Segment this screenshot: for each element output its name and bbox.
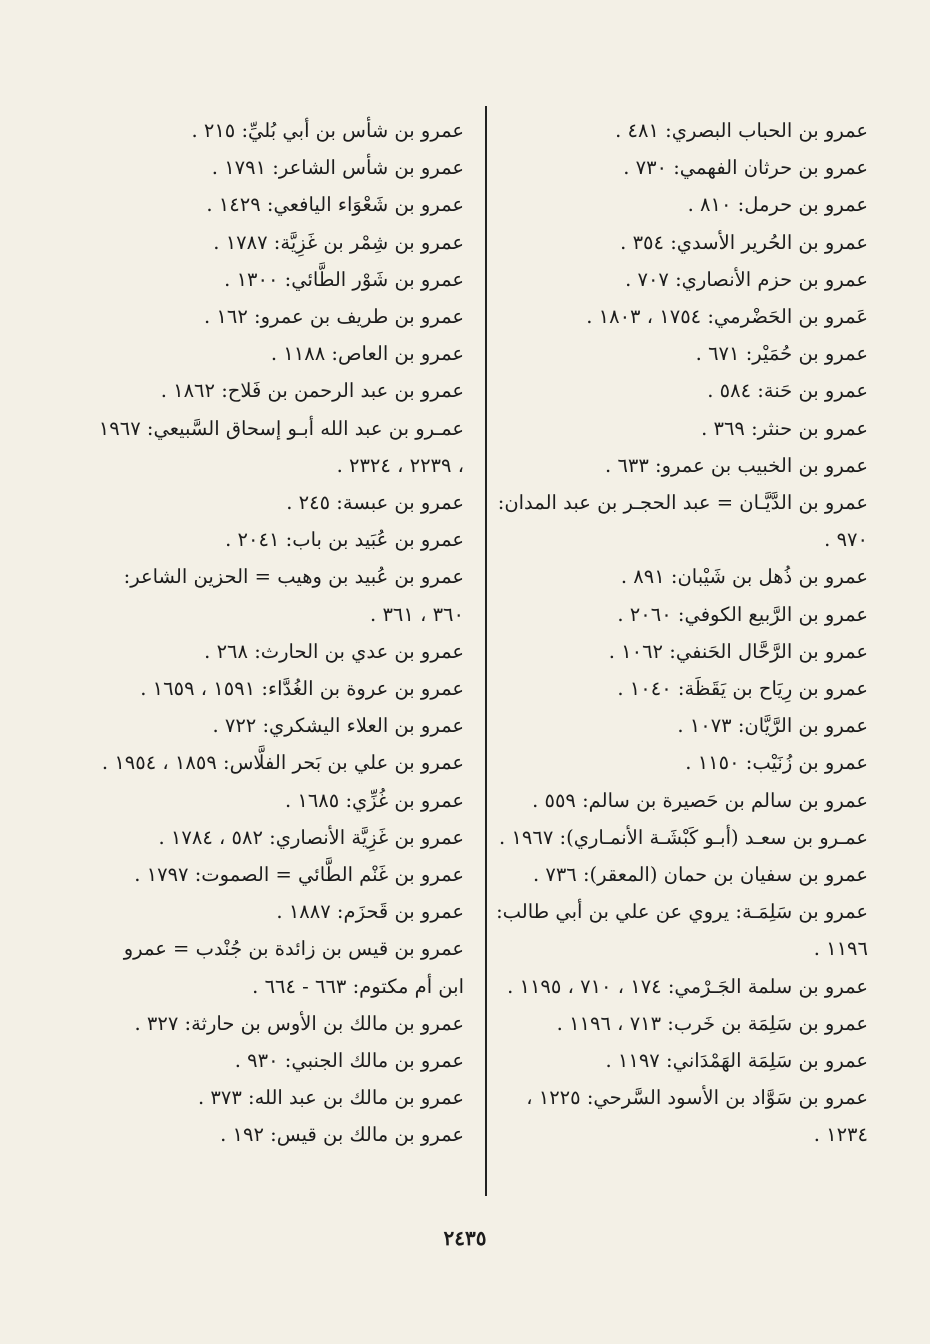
- index-entry: عمرو بن عبد الرحمن بن فَلاح: ١٨٦٢ .: [160, 379, 464, 403]
- page-number: ٢٤٣٥: [443, 1226, 487, 1250]
- index-entry: عمرو بن الدَّيَّـان = عبد الحجـر بن عبد المدان: ٩٧٠ .: [497, 491, 868, 552]
- index-entry: عمرو بن الخبيب بن عمرو: ٦٣٣ .: [605, 453, 868, 477]
- index-entry: عمرو بن سَوَّاد بن الأسود السَّرحي: ١٢٢٥ ، ١٢٣٤ .: [526, 1086, 868, 1147]
- index-entry: عمرو بن شَوْر الطَّائي: ١٣٠٠ .: [224, 267, 464, 291]
- index-entry: عَمرو بن الحَضْرمي: ١٧٥٤ ، ١٨٠٣ .: [586, 305, 868, 329]
- index-entry: عمرو بن شَعْوَاء اليافعي: ١٤٢٩ .: [206, 193, 464, 217]
- index-entry: عمرو بن عُبَيد بن باب: ٢٠٤١ .: [225, 528, 464, 552]
- index-entry: عمرو بن حَنة: ٥٨٤ .: [707, 379, 868, 403]
- index-entry: عمرو بن مالك بن عبد الله: ٣٧٣ .: [197, 1086, 464, 1110]
- index-entry: عمرو بن شأس الشاعر: ١٧٩١ .: [211, 156, 464, 180]
- index-entry: عمرو بن حزم الأنصاري: ٧٠٧ .: [625, 267, 868, 291]
- index-entry: عمرو بن سَلِمَـة: يروي عن علي بن أبي طالب: ١١٩٦ .: [496, 900, 868, 961]
- index-entry: عمرو بن حنثر: ٣٦٩ .: [701, 416, 868, 440]
- index-entry: عمرو بن مالك الجنبي: ٩٣٠ .: [234, 1049, 464, 1073]
- index-entry: عمرو بن العاص: ١١٨٨ .: [270, 342, 464, 366]
- index-entry: عمـرو بن عبد الله أبـو إسحاق السَّبيعي: ١٩٦٧ ، ٢٢٣٩ ، ٢٣٢٤ .: [98, 416, 464, 477]
- index-entry: عمرو بن الحباب البصري: ٤٨١ .: [615, 119, 868, 142]
- index-column-left: [94, 112, 464, 1154]
- index-entry: عمرو بن عُبيد بن وهيب = الحزين الشاعر: ٣٦٠ ، ٣٦١ .: [123, 565, 464, 626]
- index-entry: عمرو بن غُزِّي: ١٦٨٥ .: [284, 788, 464, 812]
- index-entry: عمرو بن طريف بن عمرو: ١٦٢ .: [204, 305, 464, 329]
- index-entry: عمرو بن قيس بن زائدة بن جُنْدب = عمرو ابن أم مكتوم: ٦٦٣ - ٦٦٤ .: [123, 937, 464, 998]
- index-entry: عمرو بن سلمة الجَـرْمي: ١٧٤ ، ٧١٠ ، ١١٩٥ .: [507, 974, 868, 998]
- index-entry: عمرو بن الرَّيَّان: ١٠٧٣ .: [677, 714, 868, 738]
- index-entry: عمرو بن زُنَيْب: ١١٥٠ .: [685, 751, 868, 775]
- index-entry: عمرو بن قَحزَم: ١٨٨٧ .: [276, 900, 464, 924]
- index-entry: عمرو بن ذُهل بن شَيْبان: ٨٩١ .: [620, 565, 868, 589]
- index-entry: عمرو بن شِمْر بن غَزِيَّة: ١٧٨٧ .: [213, 230, 464, 254]
- index-entry: عمرو بن الرَّبيع الكوفي: ٢٠٦٠ .: [617, 602, 868, 626]
- index-entry: عمرو بن عدي بن الحارث: ٢٦٨ .: [204, 639, 464, 663]
- index-entry: عمرو بن مالك بن قيس: ١٩٢ .: [220, 1123, 464, 1147]
- index-entry: عمرو بن سفيان بن حمان (المعقر): ٧٣٦ .: [532, 863, 868, 887]
- index-column-right: [494, 112, 868, 1154]
- index-entry: عمرو بن مالك بن الأوس بن حارثة: ٣٢٧ .: [134, 1011, 464, 1035]
- index-entry: عمرو بن سالم بن حَصيرة بن سالم: ٥٥٩ .: [532, 788, 868, 812]
- index-entry: عمرو بن حُمَيْر: ٦٧١ .: [695, 342, 868, 366]
- index-entry: عمرو بن حرمل: ٨١٠ .: [687, 193, 868, 217]
- index-entry: عمرو بن عروة بن الغُدَّاء: ١٥٩١ ، ١٦٥٩ .: [140, 677, 464, 701]
- index-entry: عمرو بن سَلِمَة الهَمْدَاني: ١١٩٧ .: [605, 1049, 868, 1073]
- index-entry: عمرو بن حرثان الفهمي: ٧٣٠ .: [623, 156, 868, 180]
- index-entry: عمرو بن الحُرير الأسدي: ٣٥٤ .: [620, 230, 868, 254]
- index-entry: عمرو بن الرَّحَّال الحَنفي: ١٠٦٢ .: [608, 639, 868, 663]
- index-entry: عمرو بن العلاء اليشكري: ٧٢٢ .: [212, 714, 464, 738]
- index-entry: عمرو بن غَنْم الطَّائي = الصموت: ١٧٩٧ .: [134, 863, 464, 887]
- index-entry: عمرو بن عبسة: ٢٤٥ .: [286, 491, 464, 515]
- index-entry: عمرو بن غَزِيَّة الأنصاري: ٥٨٢ ، ١٧٨٤ .: [158, 825, 464, 849]
- index-entry: عمـرو بن سعـد (أبـو كَبْشَـة الأنمـاري): ١٩٦٧ .: [499, 825, 868, 849]
- index-entry: عمرو بن شأس بن أبي بُليِّ: ٢١٥ .: [191, 119, 464, 142]
- column-divider: [485, 106, 487, 1196]
- index-entry: عمرو بن رِيَاح بن يَقَظَة: ١٠٤٠ .: [617, 677, 868, 701]
- index-entry: عمرو بن سَلِمَة بن خَرب: ٧١٣ ، ١١٩٦ .: [556, 1011, 868, 1035]
- index-entry: عمرو بن علي بن بَحر الفلَّاس: ١٨٥٩ ، ١٩٥٤ .: [101, 751, 464, 775]
